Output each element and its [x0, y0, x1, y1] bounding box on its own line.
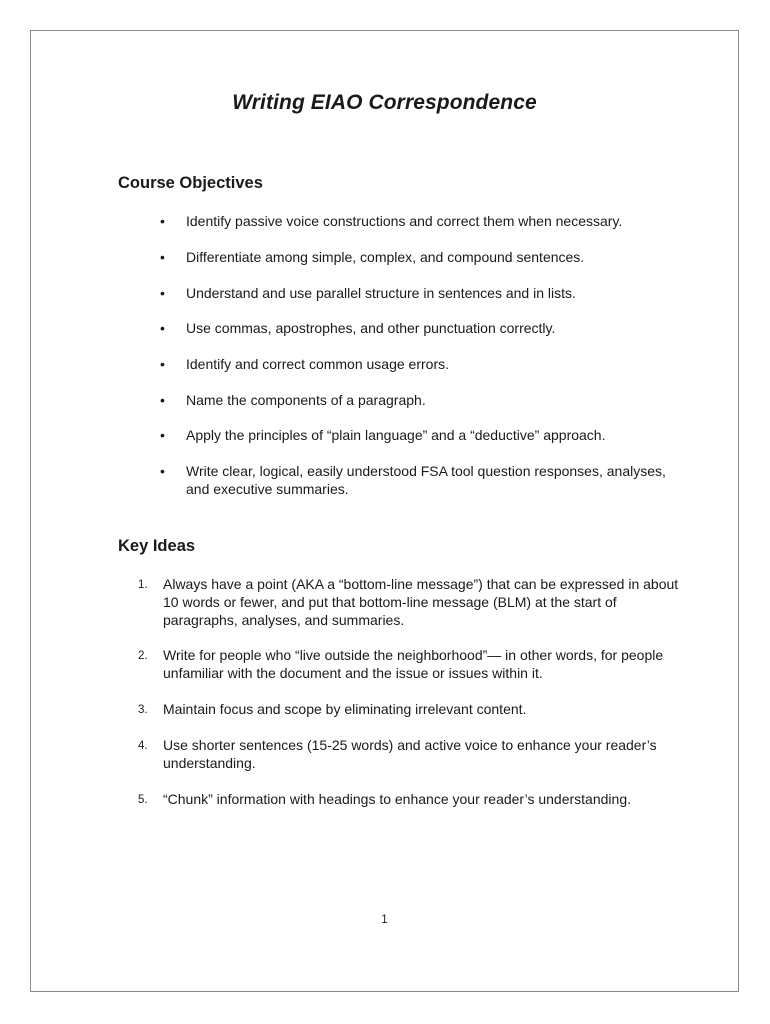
- bullet-icon: •: [160, 249, 165, 265]
- list-number: 2.: [138, 650, 148, 662]
- key-idea-text: Write for people who “live outside the neighborhood”— in other words, for people unfamiliar with the document and the issue or issues within it.: [163, 647, 664, 681]
- bullet-icon: •: [160, 392, 165, 408]
- key-ideas-heading: Key Ideas: [118, 537, 196, 555]
- page-number: 1: [381, 914, 388, 926]
- bullet-icon: •: [160, 356, 165, 372]
- list-number: 5.: [138, 794, 148, 806]
- key-idea-text: Use shorter sentences (15-25 words) and active voice to enhance your reader’s understanding.: [163, 737, 657, 771]
- objective-text: Name the components of a paragraph.: [186, 392, 426, 408]
- list-number: 3.: [138, 704, 148, 716]
- list-number: 4.: [138, 740, 148, 752]
- document-title: Writing EIAO Correspondence: [232, 91, 537, 114]
- objective-text: Differentiate among simple, complex, and compound sentences.: [186, 249, 585, 265]
- key-idea-text: Always have a point (AKA a “bottom-line message”) that can be expressed in about 10 words or fewer, and put that bottom-line message (BLM) at the start of paragraphs, analyses, and summaries.: [163, 576, 679, 628]
- bullet-icon: •: [160, 427, 165, 443]
- objective-text: Use commas, apostrophes, and other punctuation correctly.: [186, 320, 556, 336]
- list-number: 1.: [138, 579, 148, 591]
- objective-text: Apply the principles of “plain language” and a “deductive” approach.: [186, 427, 606, 443]
- key-idea-text: Maintain focus and scope by eliminating irrelevant content.: [163, 701, 527, 717]
- objective-text: Identify passive voice constructions and correct them when necessary.: [186, 213, 623, 229]
- key-idea-text: “Chunk” information with headings to enhance your reader’s understanding.: [163, 791, 631, 807]
- bullet-icon: •: [160, 285, 165, 301]
- bullet-icon: •: [160, 463, 165, 479]
- objective-text: Understand and use parallel structure in sentences and in lists.: [186, 285, 576, 301]
- objective-text: Write clear, logical, easily understood FSA tool question responses, analyses, and executive summaries.: [186, 463, 666, 497]
- bullet-icon: •: [160, 320, 165, 336]
- course-objectives-heading: Course Objectives: [118, 174, 263, 192]
- objective-text: Identify and correct common usage errors.: [186, 356, 450, 372]
- bullet-icon: •: [160, 213, 165, 229]
